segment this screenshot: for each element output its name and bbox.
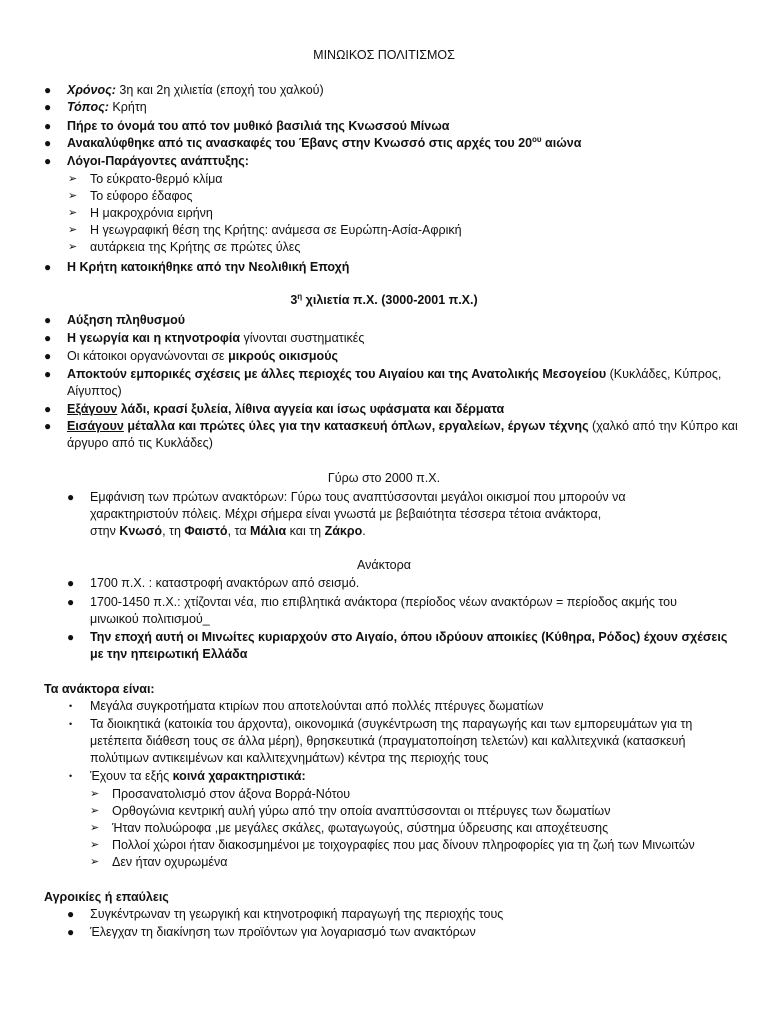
- import-rest: (χαλκό από την Κύπρο και: [588, 419, 738, 433]
- factor-item: Το εύφορο έδαφος: [90, 189, 193, 203]
- feature-item: Προσανατολισμό στον άξονα Βορρά-Νότου: [112, 787, 351, 801]
- bullet: ●: [44, 402, 52, 416]
- line3-sep: , τα: [227, 524, 250, 538]
- neolithic-line: Η Κρήτη κατοικήθηκε από την Νεολιθική Εποχή: [67, 260, 350, 274]
- section-heading-palaces: Ανάκτορα: [357, 558, 411, 572]
- line3-text: στην: [90, 524, 120, 538]
- bullet: ●: [44, 367, 52, 381]
- palaces-item-3-line-1: Την εποχή αυτή οι Μινωίτες κυριαρχούν στο Αιγαίο, όπου ιδρύουν αποικίες (Κύθηρα, Ρόδος) έχουν σχέσεις: [90, 630, 728, 644]
- bullet: ●: [44, 119, 52, 133]
- feature-item: Πολλοί χώροι ήταν διακοσμημένοι με τοιχογραφίες που μας δίνουν πληροφορίες για τη ζωή των Μινωιτών: [112, 838, 695, 852]
- chronos-value: 3η και 2η χιλιετία (εποχή του χαλκού): [115, 83, 324, 97]
- palaces-are-item-2-line-3: πολύτιμων αντικειμένων και καλλιτεχνημάτων) κέντρα της περιοχής τους: [90, 751, 489, 765]
- agriculture-bold: Η γεωργία και η κτηνοτροφία: [67, 331, 241, 345]
- bullet: ●: [44, 100, 52, 114]
- factor-item: αυτάρκεια της Κρήτης σε πρώτες ύλες: [90, 240, 301, 254]
- arrow-bullet-icon: ➢: [68, 207, 78, 219]
- factor-item: Η μακροχρόνια ειρήνη: [90, 206, 213, 220]
- knossos: Κνωσό: [119, 524, 163, 538]
- heading-sup: η: [297, 291, 303, 301]
- bullet: ●: [67, 576, 75, 590]
- palaces-are-item-3: [90, 768, 306, 785]
- first-palaces-line-1: Εμφάνιση των πρώτων ανακτόρων: Γύρω τους αναπτύσσονται μεγάλοι οικισμοί που μπορούν να: [90, 490, 626, 504]
- topos-line: [67, 99, 147, 116]
- export-underlined: Εξάγουν: [67, 402, 118, 416]
- features-intro: Έχουν τα εξής: [90, 769, 173, 783]
- palaces-are-item-2-line-2: μετέπειτα διάθεση τους σε άλλα μέρη), θρησκευτικά (πραγματοποίηση τελετών) και καλλιτεχνικά (κατασκευή: [90, 734, 686, 748]
- feature-item: Ήταν πολυώροφα ,με μεγάλες σκάλες, φωταγωγούς, σύστημα ύδρευσης και αποχέτευσης: [112, 821, 609, 835]
- arrow-bullet-icon: ➢: [90, 805, 100, 817]
- settlements-line: [67, 348, 338, 365]
- topos-label: Τόπος:: [67, 100, 109, 114]
- import-line-2: άργυρο από τις Κυκλάδες): [67, 436, 213, 450]
- arrow-bullet-icon: ➢: [90, 856, 100, 868]
- line3-sep: , τη: [162, 524, 185, 538]
- feature-item: Δεν ήταν οχυρωμένα: [112, 855, 228, 869]
- small-bullet: •: [69, 771, 73, 781]
- population-line: Αύξηση πληθυσμού: [67, 313, 185, 327]
- bullet: ●: [44, 331, 52, 345]
- arrow-bullet-icon: ➢: [90, 839, 100, 851]
- bullet: ●: [44, 349, 52, 363]
- arrow-bullet-icon: ➢: [90, 822, 100, 834]
- trade-bold: Αποκτούν εμπορικές σχέσεις με άλλες περιοχές του Αιγαίου και της Ανατολικής Μεσογείου: [67, 367, 607, 381]
- villas-item: Έλεγχαν τη διακίνηση των προϊόντων για λογαριασμό των ανακτόρων: [90, 925, 476, 939]
- bullet: ●: [44, 83, 52, 97]
- chronos-line: [67, 82, 324, 99]
- topos-value: Κρήτη: [108, 100, 147, 114]
- bullet: ●: [67, 907, 75, 921]
- factors-label: Λόγοι-Παράγοντες ανάπτυξης:: [67, 154, 249, 168]
- arrow-bullet-icon: ➢: [68, 241, 78, 253]
- discovery-text: Ανακαλύφθηκε από τις ανασκαφές του Έβανς στην Κνωσσό στις αρχές του 20: [67, 136, 533, 150]
- palaces-item-3-line-2: με την ηπειρωτική Ελλάδα: [90, 647, 248, 661]
- small-bullet: •: [69, 701, 73, 711]
- heading-number: 3: [290, 293, 298, 307]
- palaces-item-2-line-1: 1700-1450 π.Χ.: χτίζονται νέα, πιο επιβλητικά ανάκτορα (περίοδος νέων ανακτόρων = περίοδος ακμής του: [90, 595, 677, 609]
- export-rest: λάδι, κρασί ξυλεία, λίθινα αγγεία και ίσως υφάσματα και δέρματα: [117, 402, 505, 416]
- palaces-item-1: 1700 π.Χ. : καταστροφή ανακτόρων από σεισμό.: [90, 576, 360, 590]
- import-underlined: Εισάγουν: [67, 419, 124, 433]
- arrow-bullet-icon: ➢: [68, 224, 78, 236]
- zakros: Ζάκρο: [324, 524, 363, 538]
- bullet: ●: [44, 260, 52, 274]
- section-heading-villas: Αγροικίες ή επαύλεις: [44, 890, 169, 904]
- agriculture-line: [67, 330, 364, 347]
- trade-line: [67, 366, 721, 383]
- bullet: ●: [67, 595, 75, 609]
- line3-end: .: [362, 524, 366, 538]
- import-line: [67, 418, 738, 435]
- agriculture-rest: γίνονται συστηματικές: [240, 331, 365, 345]
- import-bold: μέταλλα και πρώτες ύλες για την κατασκευή όπλων, εργαλείων, έργων τέχνης: [123, 419, 589, 433]
- factor-item: Το εύκρατο-θερμό κλίμα: [90, 172, 223, 186]
- name-origin-line: Πήρε το όνομά του από τον μυθικό βασιλιά της Κνωσσού Μίνωα: [67, 119, 450, 133]
- bullet: ●: [67, 925, 75, 939]
- document-title: ΜΙΝΩΙΚΟΣ ΠΟΛΙΤΙΣΜΟΣ: [313, 48, 455, 62]
- villas-item: Συγκέντρωναν τη γεωργική και κτηνοτροφική παραγωγή της περιοχής τους: [90, 907, 504, 921]
- section-heading-3rd-millennium: [0, 292, 768, 309]
- settlements-text: Οι κάτοικοι οργανώνονται σε: [67, 349, 229, 363]
- bullet: ●: [44, 419, 52, 433]
- feature-item: Ορθογώνια κεντρική αυλή γύρω από την οποία αναπτύσσονται οι πτέρυγες των δωματίων: [112, 804, 611, 818]
- trade-rest: (Κυκλάδες, Κύπρος,: [606, 367, 722, 381]
- settlements-bold: μικρούς οικισμούς: [228, 349, 338, 363]
- arrow-bullet-icon: ➢: [68, 190, 78, 202]
- first-palaces-line-2: χαρακτηριστούν πόλεις. Μέχρι σήμερα είναι γνωστά με βεβαιότητα τέσσερα τέτοια ανάκτορα,: [90, 507, 602, 521]
- bullet: ●: [44, 136, 52, 150]
- discovery-sup: ου: [532, 134, 542, 144]
- bullet: ●: [67, 630, 75, 644]
- trade-line-2: Αίγυπτος): [67, 384, 122, 398]
- bullet: ●: [67, 490, 75, 504]
- discovery-end: αιώνα: [541, 136, 582, 150]
- arrow-bullet-icon: ➢: [68, 173, 78, 185]
- discovery-line: [67, 135, 581, 152]
- first-palaces-line-3: [90, 523, 366, 540]
- malia: Μάλια: [249, 524, 287, 538]
- arrow-bullet-icon: ➢: [90, 788, 100, 800]
- palaces-item-2-line-2: μινωικού πολιτισμού_: [90, 612, 210, 626]
- small-bullet: •: [69, 719, 73, 729]
- section-heading-palaces-are: Τα ανάκτορα είναι:: [44, 682, 155, 696]
- faistos: Φαιστό: [184, 524, 228, 538]
- line3-sep: και τη: [286, 524, 325, 538]
- heading-text: χιλιετία π.Χ. (3000-2001 π.Χ.): [302, 293, 478, 307]
- features-bold: κοινά χαρακτηριστικά:: [172, 769, 306, 783]
- bullet: ●: [44, 313, 52, 327]
- section-heading-around-2000: Γύρω στο 2000 π.Χ.: [327, 471, 441, 485]
- bullet: ●: [44, 154, 52, 168]
- chronos-label: Χρόνος:: [67, 83, 116, 97]
- export-line: [67, 401, 504, 418]
- palaces-are-item-2-line-1: Τα διοικητικά (κατοικία του άρχοντα), οικονομικά (συγκέντρωση της παραγωγής και των εμπορευμάτων για τη: [90, 717, 693, 731]
- factor-item: Η γεωγραφική θέση της Κρήτης: ανάμεσα σε Ευρώπη-Ασία-Αφρική: [90, 223, 462, 237]
- palaces-are-item-1: Μεγάλα συγκροτήματα κτιρίων που αποτελούνται από πολλές πτέρυγες δωματίων: [90, 699, 544, 713]
